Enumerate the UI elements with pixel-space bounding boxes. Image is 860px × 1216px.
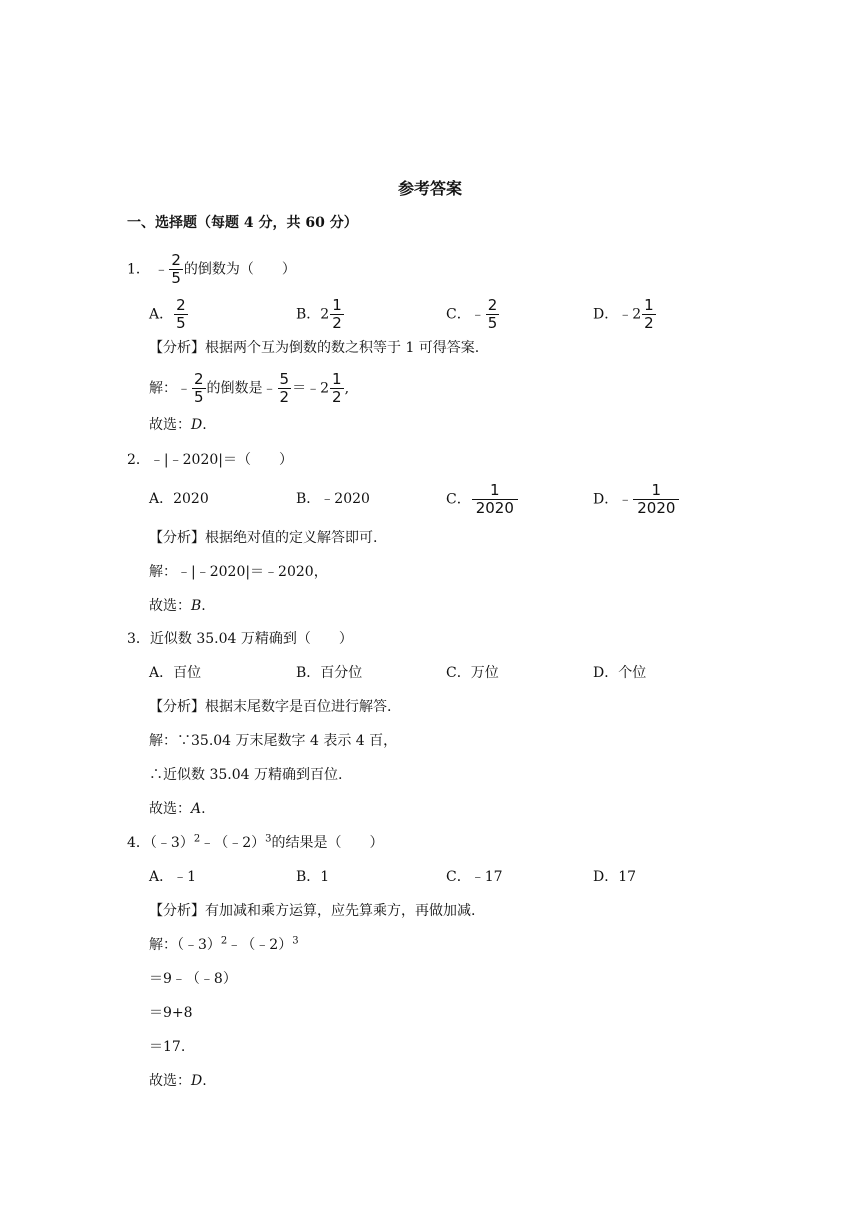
page-title: 参考答案 (397, 179, 462, 198)
question-2-stem: 2．﹣|﹣2020|＝（ ） (127, 452, 293, 468)
q3-option-a[interactable]: A．百位 (149, 665, 202, 681)
q4-step-2: ＝9+8 (149, 1005, 193, 1021)
q1-solution: 解：﹣ $\frac{2}{5}$ 的倒数是﹣ $\frac{5}{2}$ ＝﹣2 $\frac{1}{2}$ , (149, 370, 350, 406)
q3-analysis: 【分析】根据末尾数字是百位进行解答. (149, 699, 392, 715)
q4-option-a[interactable]: A．﹣1 (149, 869, 197, 885)
fraction: $\frac{2}{5}$ (487, 296, 498, 332)
question-3-stem: 3．近似数 35.04 万精确到（ ） (127, 631, 353, 647)
q2-option-a[interactable]: A．2020 (149, 491, 209, 507)
fraction: $\frac{1}{2020}$ (472, 483, 518, 516)
minus-sign: ﹣ (154, 261, 169, 278)
q4-step-3: ＝17. (149, 1039, 186, 1055)
question-1-stem (127, 253, 296, 286)
question-number: 1． (127, 261, 150, 278)
q1-answer: 故选：D. (149, 417, 207, 433)
fraction: $\frac{1}{2}$ (644, 296, 654, 332)
q4-step-1: ＝9﹣（﹣8） (149, 971, 237, 987)
q2-option-c[interactable]: C． $\frac{1}{2020}$ (446, 483, 519, 516)
q3-solution-line-1: 解：∵35.04 万末尾数字 4 表示 4 百， (149, 733, 398, 749)
q3-option-b[interactable]: B．百分位 (296, 665, 363, 681)
q4-solution: 解：（﹣3）$^2$﹣（﹣2）$^3$ (149, 935, 299, 953)
q2-answer: 故选：B. (149, 598, 206, 614)
q3-option-c[interactable]: C．万位 (446, 665, 499, 681)
question-text: 的倒数为（ ） (183, 261, 296, 278)
q1-option-d[interactable]: D．﹣2 $\frac{1}{2}$ (593, 296, 654, 332)
q2-solution: 解：﹣|﹣2020|＝﹣2020， (149, 564, 328, 580)
q3-solution-line-2: ∴近似数 35.04 万精确到百位. (149, 767, 343, 783)
q4-analysis: 【分析】有加减和乘方运算，应先算乘方，再做加减. (149, 903, 476, 919)
q4-option-b[interactable]: B．1 (296, 869, 330, 885)
question-4-stem: 4．（﹣3）$^2$﹣（﹣2）$^3$的结果是（ ） (127, 833, 384, 851)
fraction: $\frac{2}{5}$ (171, 251, 181, 287)
q2-option-d[interactable]: D．﹣ $\frac{1}{2020}$ (593, 483, 680, 516)
q4-option-d[interactable]: D．17 (593, 869, 637, 885)
fraction: $\frac{2}{5}$ (176, 296, 186, 332)
q2-option-b[interactable]: B．﹣2020 (296, 491, 370, 507)
fraction: $\frac{1}{2}$ (332, 296, 342, 332)
q4-option-c[interactable]: C．﹣17 (446, 869, 503, 885)
q1-analysis: 【分析】根据两个互为倒数的数之积等于 1 可得答案. (149, 340, 480, 356)
q1-option-b[interactable]: B．2 $\frac{1}{2}$ (296, 296, 342, 332)
fraction: $\frac{1}{2020}$ (633, 483, 679, 516)
section-heading: 一、选择题（每题 4 分，共 60 分） (127, 215, 358, 231)
q1-option-c[interactable]: C．﹣ $\frac{2}{5}$ (446, 296, 498, 332)
q1-option-a[interactable]: A． $\frac{2}{5}$ (149, 296, 186, 332)
q3-answer: 故选：A. (149, 801, 206, 817)
q3-option-d[interactable]: D．个位 (593, 665, 647, 681)
q2-analysis: 【分析】根据绝对值的定义解答即可. (149, 530, 378, 546)
q4-answer: 故选：D. (149, 1073, 207, 1089)
